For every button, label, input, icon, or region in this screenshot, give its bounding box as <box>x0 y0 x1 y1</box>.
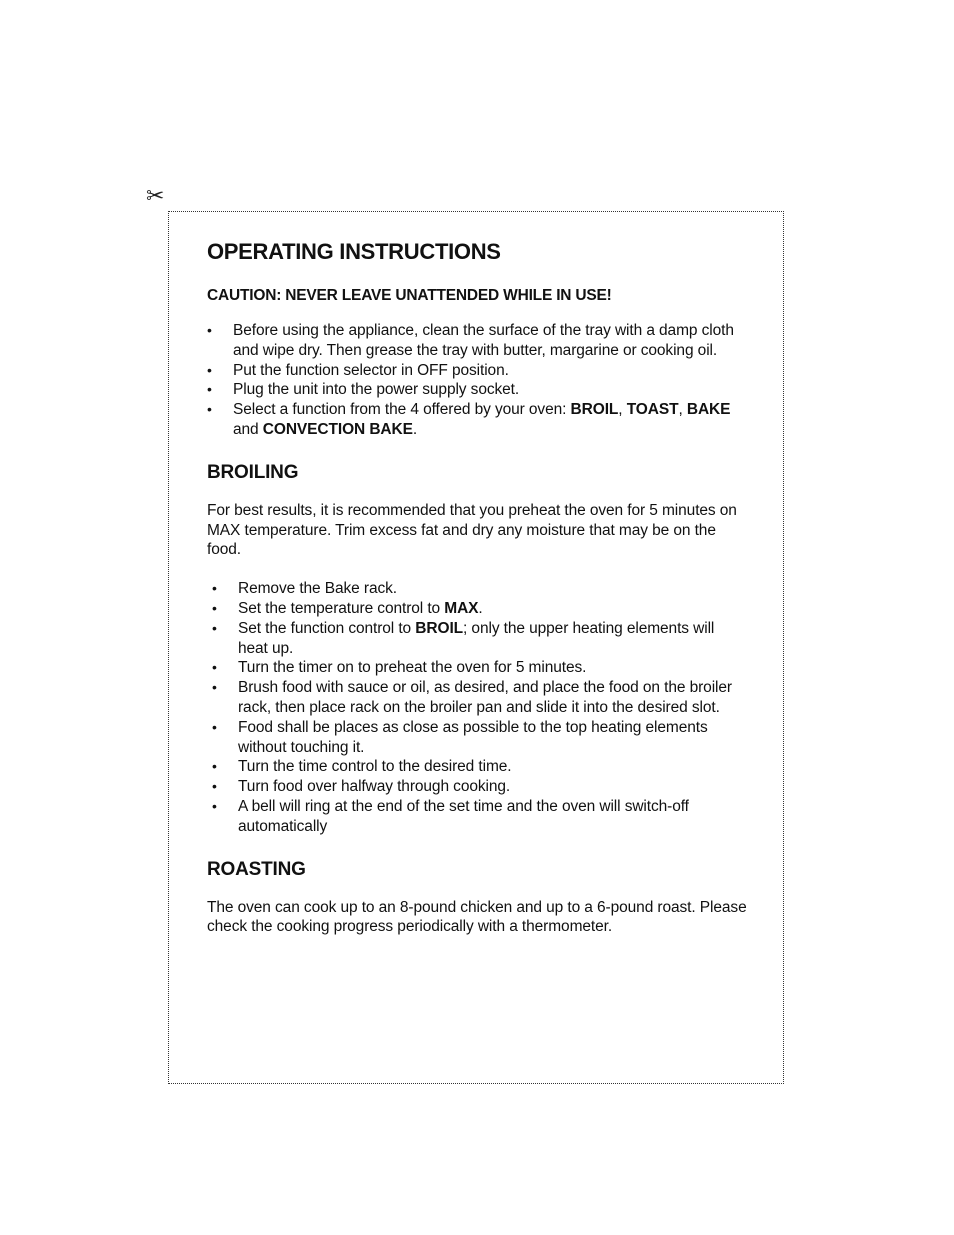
list-item <box>207 400 747 440</box>
page-title: OPERATING INSTRUCTIONS <box>207 239 501 264</box>
conjunction: and <box>233 420 263 438</box>
list-item: • A bell will ring at the end of the set time and the oven will switch-off automatically <box>207 797 747 837</box>
list-item-text: Select a function from the 4 offered by your oven: <box>233 401 571 419</box>
function-toast: TOAST <box>626 401 679 419</box>
list-item: • Brush food with sauce or oil, as desired, and place the food on the broiler rack, then place rack on the broiler pan and slide it into the desired slot. <box>207 678 747 718</box>
list-item: • Turn the timer on to preheat the oven for 5 minutes. <box>207 658 747 678</box>
list-item-text: ; only the upper heating elements will heat up. <box>238 619 715 657</box>
broiling-heading: BROILING <box>207 461 299 483</box>
function-broil: BROIL <box>570 401 619 419</box>
roasting-heading: ROASTING <box>207 858 306 880</box>
caution-notice: CAUTION: NEVER LEAVE UNATTENDED WHILE IN USE! <box>207 287 612 304</box>
list-item-text: Set the function control to <box>238 619 416 637</box>
intro-list <box>207 321 747 440</box>
list-item: • Before using the appliance, clean the surface of the tray with a damp cloth and wipe dry. Then grease the tray with butter, margarine or cooking oil. <box>207 321 747 361</box>
list-item <box>207 619 747 659</box>
separator: , <box>678 401 687 419</box>
list-item <box>207 599 747 619</box>
period: . <box>478 599 483 617</box>
function-bake: BAKE <box>686 401 731 419</box>
list-item: • Food shall be places as close as possible to the top heating elements without touching it. <box>207 718 747 758</box>
list-item: • Turn food over halfway through cooking. <box>207 777 747 797</box>
broiling-list <box>207 579 747 836</box>
list-item: • Turn the time control to the desired time. <box>207 757 747 777</box>
list-item: • Remove the Bake rack. <box>207 579 747 599</box>
roasting-paragraph: The oven can cook up to an 8-pound chicken and up to a 6-pound roast. Please check the cooking progress periodically with a thermometer. <box>207 898 747 936</box>
broiling-paragraph: For best results, it is recommended that you preheat the oven for 5 minutes on MAX temperature. Trim excess fat and dry any moisture that may be on the food. <box>207 501 737 559</box>
list-item: • Plug the unit into the power supply socket. <box>207 380 747 400</box>
function-convection-bake: CONVECTION BAKE <box>262 420 413 438</box>
scissors-icon: ✂ <box>146 184 165 209</box>
period: . <box>412 420 418 438</box>
separator: , <box>618 401 627 419</box>
setting-broil: BROIL <box>415 619 464 637</box>
instructions-content <box>207 236 747 937</box>
list-item-text: Set the temperature control to <box>238 599 445 617</box>
setting-max: MAX <box>444 599 479 617</box>
list-item: • Put the function selector in OFF position. <box>207 361 747 381</box>
